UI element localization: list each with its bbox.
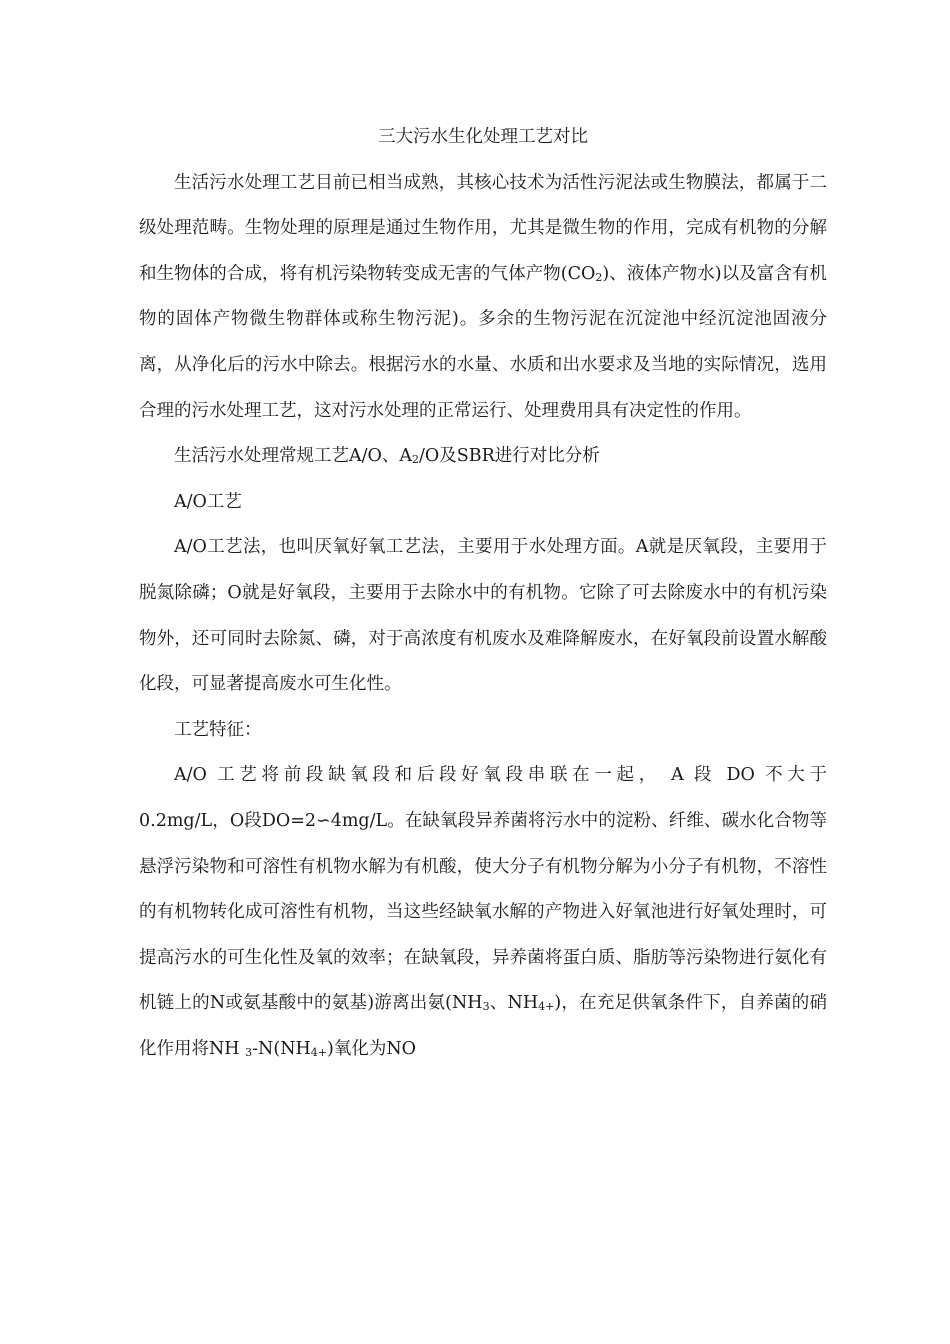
text-run: 、NH [489,993,539,1014]
paragraph-comparison-heading [139,434,827,480]
paragraph-features-line1: A/O 工艺将前段缺氧段和后段好氧段串联在一起， A 段 DO 不大于 [174,765,827,786]
paragraph-intro [139,161,827,435]
document-body [139,115,827,1072]
text-run: /O及SBR进行对比分析 [419,446,600,467]
text-run: )、液体产物水)以及富含有机物的固体产物微生物群体或称生物污泥)。多余的生物污泥在沉淀池中经沉淀池固液分离，从净化后的污水中除去。根据污水的水量、水质和出水要求及当地的实际情况，选用合理的污水处理工艺，这对污水处理的正常运行、处理费用具有决定性的作用。 [139,263,828,421]
text-run: 0.2mg/L，O段DO=2∽4mg/L。在缺氧段异养菌将污水中的淀粉、纤维、碳水化合物等悬浮污染物和可溶性有机物水解为有机酸，使大分子有机物分解为小分子有机物，不溶性的有机物转化成可溶性有机物，当这些经缺氧水解的产物进入好氧池进行好氧处理时，可提高污水的可生化性及氧的效率；在缺氧段，异养菌将蛋白质、脂肪等污染物进行氨化有机链上的N或氨基酸中的氨基)游离出氨(NH [139,810,827,1014]
text-run: 生活污水处理工艺目前已相当成熟，其核心技术为活性污泥法或生物膜法，都属于二级处理范畴。生物处理的原理是通过生物作用，尤其是微生物的作用，完成有机物的分解和生物体的合成，将有机污染物转变成无害的气体产物(CO [139,172,827,284]
subscript: 2 [412,453,420,467]
document-title: 三大污水生化处理工艺对比 [378,127,588,147]
subscript: 4+ [538,1000,555,1014]
subscript: 2 [595,270,603,284]
subscript: 3 [482,1000,490,1014]
paragraph-ao-description: A/O工艺法，也叫厌氧好氧工艺法，主要用于水处理方面。A就是厌氧段，主要用于脱氮除磷；O就是好氧段，主要用于去除水中的有机物。它除了可去除废水中的有机污染物外，还可同时去除氮、磷，对于高浓度有机废水及难降解废水，在好氧段前设置水解酸化段，可显著提高废水可生化性。 [139,537,827,695]
subscript: 4+ [310,1045,327,1059]
text-run: )氧化为NO [327,1038,416,1059]
subscript: 3 [245,1045,253,1059]
section-heading-features: 工艺特征： [174,719,262,740]
text-run: -N(NH [252,1038,311,1059]
paragraph-features [139,799,827,1073]
text-run: 生活污水处理常规工艺A/O、A [174,446,413,467]
text-run: )，在充足供氧条件下，自养菌的硝化作用将NH [139,993,828,1059]
section-heading-ao: A/O工艺 [174,491,242,512]
